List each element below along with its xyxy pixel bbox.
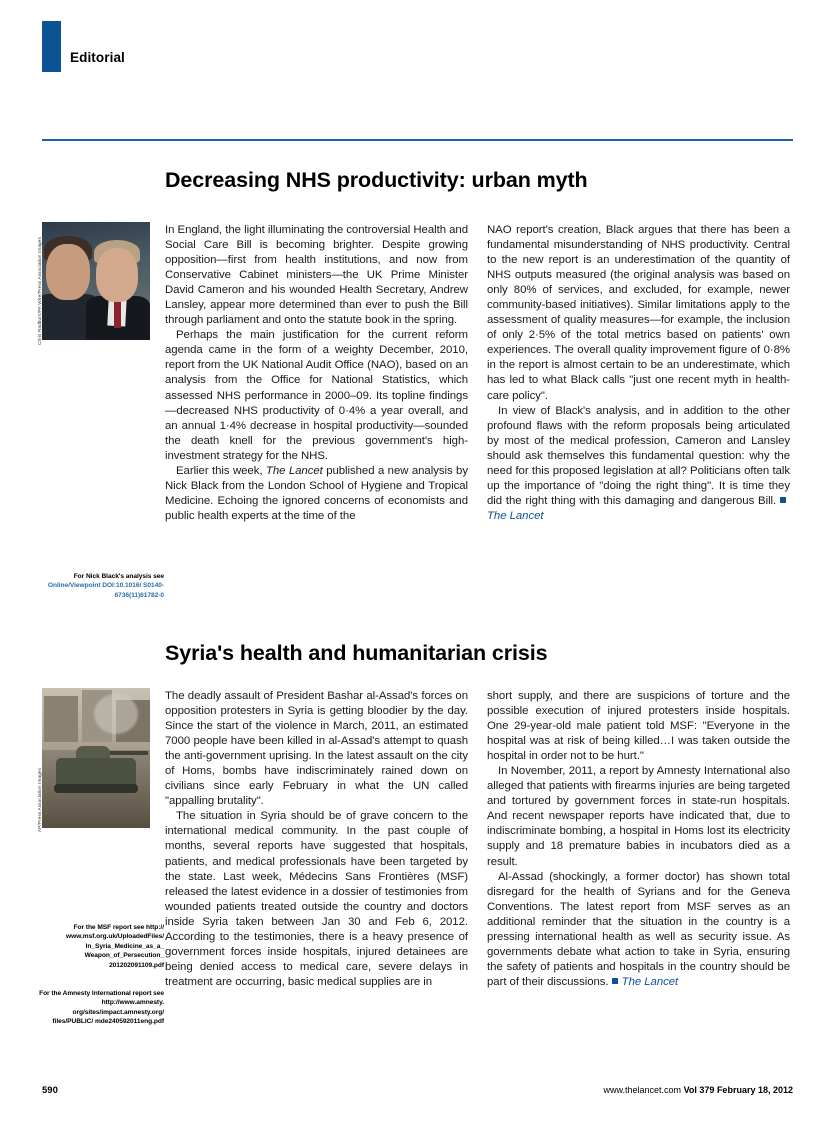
photo-credit-nhs: Chris Radburn/PA Wire/Press Association Images bbox=[37, 237, 42, 345]
header-accent-bar bbox=[42, 21, 61, 72]
page-number: 590 bbox=[42, 1085, 58, 1096]
square-bullet-icon bbox=[780, 497, 786, 503]
article-syria-right-column bbox=[487, 689, 790, 990]
header-rule bbox=[42, 139, 793, 141]
paragraph-text: In view of Black's analysis, and in addition to the other profound flaws with the reform proposals being articulated by most of the medical profession, Cameron and Lansley should ask themselves this fundamental question: why the need for this proposed legislation at all? Politicians often talk up the importance of "doing the right thing". It is time they did the right thing with this damaging and dangerous Bill. bbox=[487, 404, 790, 507]
article-photo-syria bbox=[42, 688, 150, 828]
square-bullet-icon bbox=[612, 978, 618, 984]
section-label: Editorial bbox=[70, 50, 125, 65]
article-title-syria: Syria's health and humanitarian crisis bbox=[165, 641, 548, 665]
paragraph: In England, the light illuminating the controversial Health and Social Care Bill is becoming brighter. Despite growing opposition—first from health institutions, and now from Conservative Cabinet ministers—the UK Prime Minister David Cameron and his wounded Health Secretary, Andrew Lansley, appear more determined than ever to push the Bill through parliament and onto the statute book in the spring. bbox=[165, 224, 468, 327]
footer-date: February 18, 2012 bbox=[716, 1085, 793, 1095]
footer-meta bbox=[604, 1085, 794, 1095]
paragraph: The deadly assault of President Bashar al-Assad's forces on opposition protesters in Syria is getting bloodier by the day. Since the start of the violence in March, 2011, an estimated 7000 people have been killed in al-Assad's attempt to quash the anti-government uprising. In the latest assault on the city of Homs, bombs have indiscriminately rained down on civilians since early February in what the UN called "appalling brutality". bbox=[165, 690, 468, 808]
paragraph: In November, 2011, a report by Amnesty International also alleged that patients with firearms injuries are being targeted and tortured by government forces in state-run hospitals. And recent newspaper reports have indicated that, due to indiscriminate bombing, a hospital in Homs lost its electricity supply and 18 premature babies in incubators died as a result. bbox=[487, 765, 790, 868]
paragraph-text: Al-Assad (shockingly, a former doctor) has shown total disregard for the health of Syrians and for the Geneva Conventions. The latest report from MSF serves as an additional reminder that the situation in the country is a pressing international health as well as security issue. As governments debate what action to take in Syria, ensuring the safety of patients and hospitals in the country should be part of their discussions. bbox=[487, 870, 790, 988]
signoff-syria: The Lancet bbox=[621, 975, 679, 988]
article-nhs-right-column bbox=[487, 223, 790, 524]
footer-website: www.thelancet.com bbox=[603, 1085, 682, 1095]
signoff-nhs: The Lancet bbox=[487, 509, 544, 522]
paragraph: short supply, and there are suspicions of torture and the possible execution of injured protesters inside hospitals. One 29-year-old male patient told MSF: "Everyone in the hospital was at risk of being killed…I was taken outside the hospital in order not to be hurt." bbox=[487, 690, 790, 763]
paragraph: The situation in Syria should be of grave concern to the international medical community. In the past couple of months, several reports have suggested that hospitals, patients, and medical professionals have been targeted by the state. Last week, Médecins Sans Frontières (MSF) released the latest evidence in a dossier of testimonies from wounded patients treated outside the country and doctors inside Syria taken between Jan 30 and Feb 6, 2012. According to the testimonies, there is a heavy presence of government forces inside hospitals, injured detainees are being denied access to medical care, severe delays in treatment are occurring, basic medical supplies are in bbox=[165, 810, 468, 988]
sidenote-nhs-link[interactable]: Online/Viewpoint DOI:10.1016/ S0140-6736(11)61782-0 bbox=[47, 582, 164, 599]
paragraph: NAO report's creation, Black argues that there has been a fundamental misunderstanding of NHS productivity. Central to the new report is an underestimation of the quantity of NHS outputs measured (the original analysis was based on only 80% of services, and excluded, for example, newer community-based initiatives). Similar limitations apply to the assessment of quality measures—for example, the inclusion of only 2·5% of the total metrics based on patients' own experiences. The overall quality improvement figure of 0·8% in the report is almost certain to be an underestimate, which has led to what Black calls "just one recent myth in health-care policy". bbox=[487, 224, 790, 402]
sidenote-msf[interactable]: For the MSF report see http:// www.msf.org.uk/UploadedFiles/ In_Syria_Medicine_as_a_ Weapon_of_Persecution_ 201202091109.pdf bbox=[66, 924, 164, 969]
sidenote-nhs bbox=[38, 572, 164, 600]
footer-volume: Vol 379 bbox=[683, 1085, 715, 1095]
photo-credit-syria: AP/Press Association Images bbox=[37, 767, 42, 832]
sidenote-nhs-lead: For Nick Black's analysis see bbox=[73, 573, 164, 580]
article-title-nhs: Decreasing NHS productivity: urban myth bbox=[165, 168, 588, 192]
sidenote-amnesty[interactable]: For the Amnesty International report see http://www.amnesty. org/sites/impact.amnesty.org/ files/PUBLIC/ mde240592011eng.pdf bbox=[39, 990, 164, 1026]
paragraph: Perhaps the main justification for the current reform agenda came in the form of a weighty December, 2010, report from the UK National Audit Office (NAO), based on an analysis from the Office for National Statistics, which assessed NHS performance in 2000–09. Its topline findings—decreased NHS productivity of 0·4% a year overall, and an annual 1·4% decrease in hospital productivity—sounded the death knell for the previous government's high-investment strategy for the NHS. bbox=[165, 329, 468, 462]
paragraph bbox=[487, 870, 790, 990]
paragraph bbox=[487, 404, 790, 524]
article-syria-left-column bbox=[165, 689, 468, 990]
paragraph: Earlier this week, The Lancet published a new analysis by Nick Black from the London School of Hygiene and Tropical Medicine. Echoing the ignored concerns of economists and public health experts at the time of the bbox=[165, 464, 468, 522]
article-photo-nhs bbox=[42, 222, 150, 340]
article-nhs-left-column bbox=[165, 223, 468, 524]
